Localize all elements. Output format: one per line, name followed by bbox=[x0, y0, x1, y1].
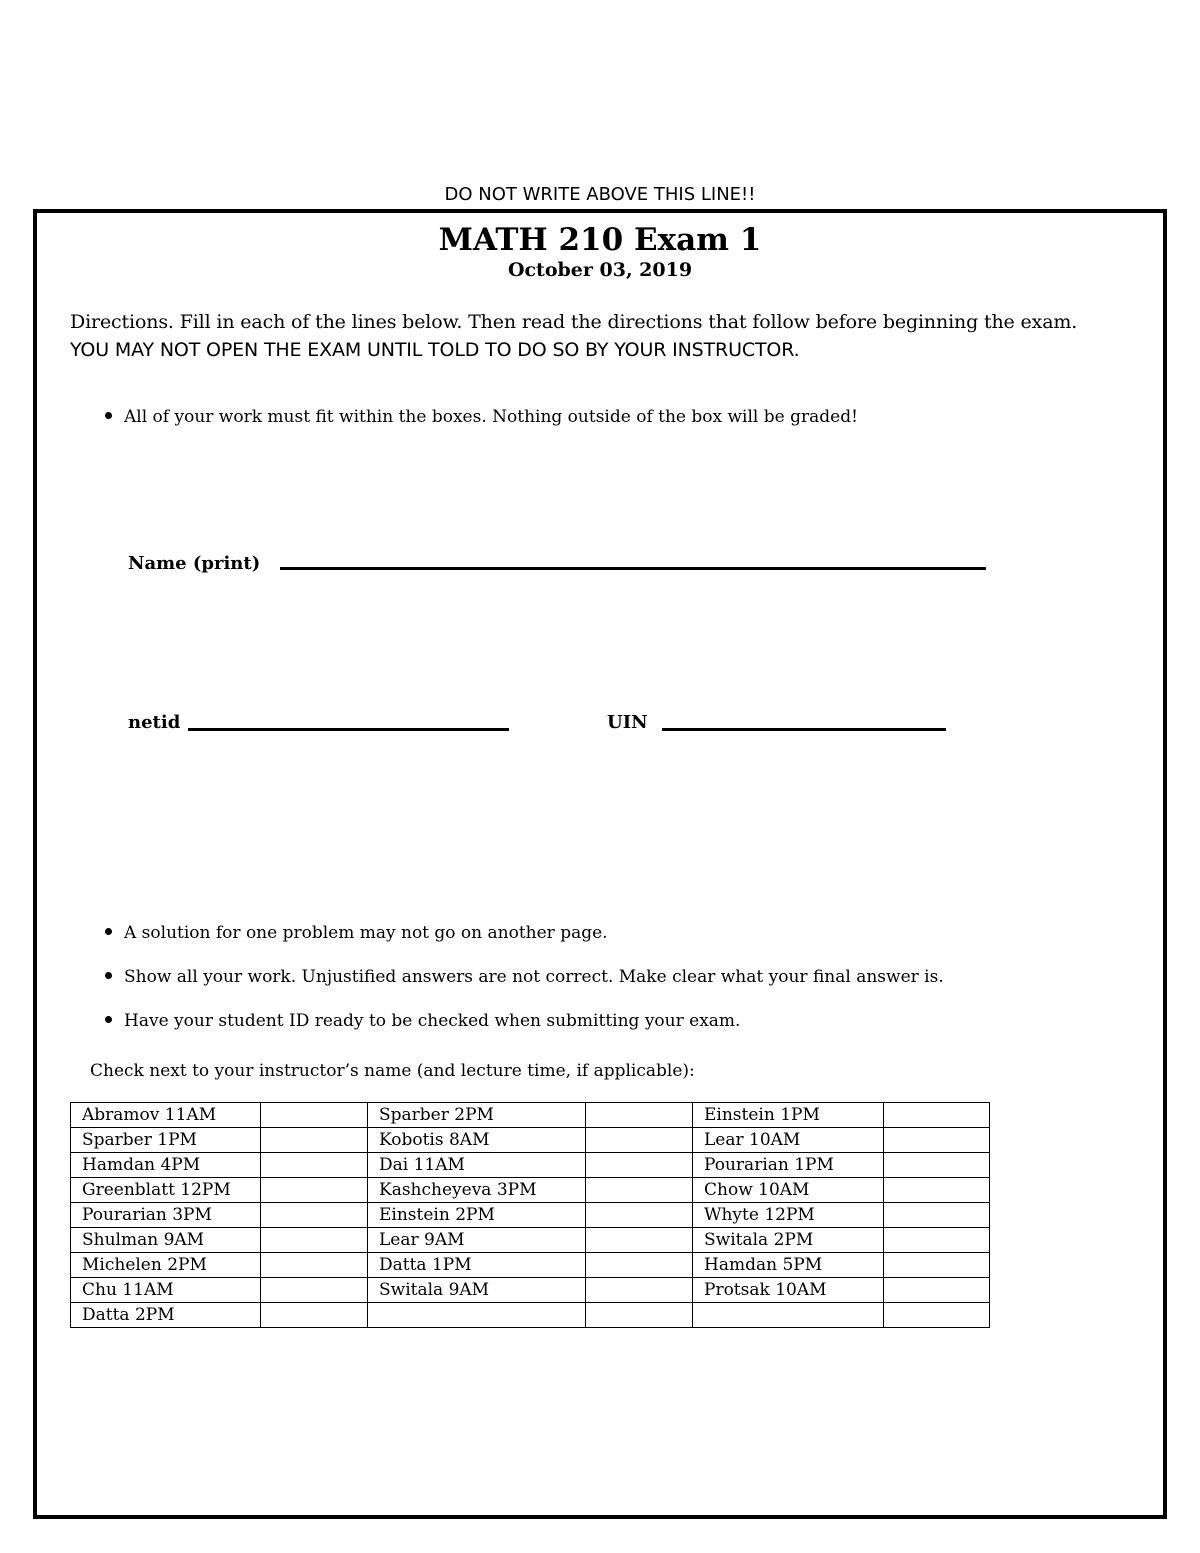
instructor-check-cell[interactable] bbox=[586, 1153, 693, 1178]
instructor-row bbox=[71, 1103, 990, 1128]
instructor-name-cell bbox=[368, 1303, 586, 1328]
bullet-item bbox=[105, 923, 608, 943]
instructor-name-cell: Kobotis 8AM bbox=[368, 1128, 586, 1153]
instructor-name-cell: Pourarian 3PM bbox=[71, 1203, 261, 1228]
name-label: Name (print) bbox=[128, 553, 261, 574]
instructor-check-cell[interactable] bbox=[884, 1228, 990, 1253]
instructor-check-cell[interactable] bbox=[884, 1278, 990, 1303]
instructor-check-cell[interactable] bbox=[586, 1278, 693, 1303]
directions-line: Directions. Fill in each of the lines below. Then read the directions that follow before beginning the exam. bbox=[70, 311, 1078, 333]
instructor-check-cell[interactable] bbox=[261, 1303, 368, 1328]
instructor-check-cell[interactable] bbox=[884, 1153, 990, 1178]
instructor-name-cell: Greenblatt 12PM bbox=[71, 1178, 261, 1203]
instructor-row bbox=[71, 1303, 990, 1328]
instructor-check-cell[interactable] bbox=[261, 1178, 368, 1203]
instructor-name-cell: Whyte 12PM bbox=[693, 1203, 884, 1228]
instructor-name-cell: Einstein 2PM bbox=[368, 1203, 586, 1228]
bullet-icon bbox=[105, 928, 112, 935]
instructor-name-cell: Protsak 10AM bbox=[693, 1278, 884, 1303]
bullet-icon bbox=[105, 412, 112, 419]
instructor-check-cell[interactable] bbox=[586, 1103, 693, 1128]
name-input-line[interactable] bbox=[280, 567, 986, 570]
instructor-check-cell[interactable] bbox=[884, 1203, 990, 1228]
instructor-check-prompt: Check next to your instructor’s name (and lecture time, if applicable): bbox=[90, 1061, 695, 1081]
instructor-check-cell[interactable] bbox=[261, 1103, 368, 1128]
instructor-name-cell: Hamdan 5PM bbox=[693, 1253, 884, 1278]
uin-label: UIN bbox=[607, 712, 648, 733]
instructor-name-cell: Hamdan 4PM bbox=[71, 1153, 261, 1178]
instructor-check-cell[interactable] bbox=[586, 1303, 693, 1328]
bullet-text: A solution for one problem may not go on another page. bbox=[124, 923, 608, 943]
instructor-check-cell[interactable] bbox=[261, 1228, 368, 1253]
instructor-name-cell: Pourarian 1PM bbox=[693, 1153, 884, 1178]
instructor-check-cell[interactable] bbox=[261, 1128, 368, 1153]
instructor-name-cell: Chow 10AM bbox=[693, 1178, 884, 1203]
instructor-name-cell: Sparber 2PM bbox=[368, 1103, 586, 1128]
directions-warning: YOU MAY NOT OPEN THE EXAM UNTIL TOLD TO DO SO BY YOUR INSTRUCTOR. bbox=[70, 339, 800, 361]
instructor-row bbox=[71, 1253, 990, 1278]
instructor-name-cell: Switala 2PM bbox=[693, 1228, 884, 1253]
instructor-check-cell[interactable] bbox=[586, 1203, 693, 1228]
bullet-item bbox=[105, 407, 858, 427]
instructor-name-cell: Datta 2PM bbox=[71, 1303, 261, 1328]
bullet-text: All of your work must fit within the boxes. Nothing outside of the box will be graded! bbox=[124, 407, 858, 427]
instructor-row bbox=[71, 1203, 990, 1228]
instructor-name-cell: Lear 10AM bbox=[693, 1128, 884, 1153]
instructor-name-cell: Einstein 1PM bbox=[693, 1103, 884, 1128]
bullet-item bbox=[105, 967, 944, 987]
instructor-name-cell: Sparber 1PM bbox=[71, 1128, 261, 1153]
instructor-check-cell[interactable] bbox=[586, 1253, 693, 1278]
instructor-check-cell[interactable] bbox=[261, 1203, 368, 1228]
instructor-check-cell[interactable] bbox=[884, 1128, 990, 1153]
netid-label: netid bbox=[128, 712, 181, 733]
instructor-check-cell[interactable] bbox=[884, 1103, 990, 1128]
instructor-row bbox=[71, 1278, 990, 1303]
bullet-text: Show all your work. Unjustified answers are not correct. Make clear what your final answer is. bbox=[124, 967, 944, 987]
instructor-check-cell[interactable] bbox=[884, 1178, 990, 1203]
instructor-name-cell bbox=[693, 1303, 884, 1328]
instructor-check-cell[interactable] bbox=[586, 1128, 693, 1153]
netid-input-line[interactable] bbox=[188, 728, 509, 731]
bullet-icon bbox=[105, 972, 112, 979]
instructor-row bbox=[71, 1228, 990, 1253]
instructor-check-cell[interactable] bbox=[261, 1153, 368, 1178]
bullet-icon bbox=[105, 1016, 112, 1023]
instructor-name-cell: Chu 11AM bbox=[71, 1278, 261, 1303]
instructor-check-cell[interactable] bbox=[261, 1278, 368, 1303]
exam-title: MATH 210 Exam 1 bbox=[438, 222, 762, 258]
instructor-row bbox=[71, 1153, 990, 1178]
instructor-name-cell: Shulman 9AM bbox=[71, 1228, 261, 1253]
instructor-check-cell[interactable] bbox=[586, 1178, 693, 1203]
instructor-check-cell[interactable] bbox=[884, 1303, 990, 1328]
instructor-table bbox=[70, 1102, 990, 1328]
instructor-name-cell: Switala 9AM bbox=[368, 1278, 586, 1303]
bullet-item bbox=[105, 1011, 740, 1031]
instructor-row bbox=[71, 1178, 990, 1203]
instructor-name-cell: Datta 1PM bbox=[368, 1253, 586, 1278]
instructor-name-cell: Michelen 2PM bbox=[71, 1253, 261, 1278]
instructor-name-cell: Kashcheyeva 3PM bbox=[368, 1178, 586, 1203]
instructor-check-cell[interactable] bbox=[884, 1253, 990, 1278]
bullet-text: Have your student ID ready to be checked when submitting your exam. bbox=[124, 1011, 741, 1031]
directions bbox=[70, 308, 1160, 364]
uin-input-line[interactable] bbox=[662, 728, 946, 731]
instructor-check-cell[interactable] bbox=[261, 1253, 368, 1278]
do-not-write-warning: DO NOT WRITE ABOVE THIS LINE!! bbox=[444, 184, 756, 205]
instructor-table-body bbox=[71, 1103, 990, 1328]
instructor-name-cell: Dai 11AM bbox=[368, 1153, 586, 1178]
instructor-check-cell[interactable] bbox=[586, 1228, 693, 1253]
instructor-row bbox=[71, 1128, 990, 1153]
exam-date: October 03, 2019 bbox=[507, 259, 693, 281]
instructor-name-cell: Lear 9AM bbox=[368, 1228, 586, 1253]
instructor-name-cell: Abramov 11AM bbox=[71, 1103, 261, 1128]
